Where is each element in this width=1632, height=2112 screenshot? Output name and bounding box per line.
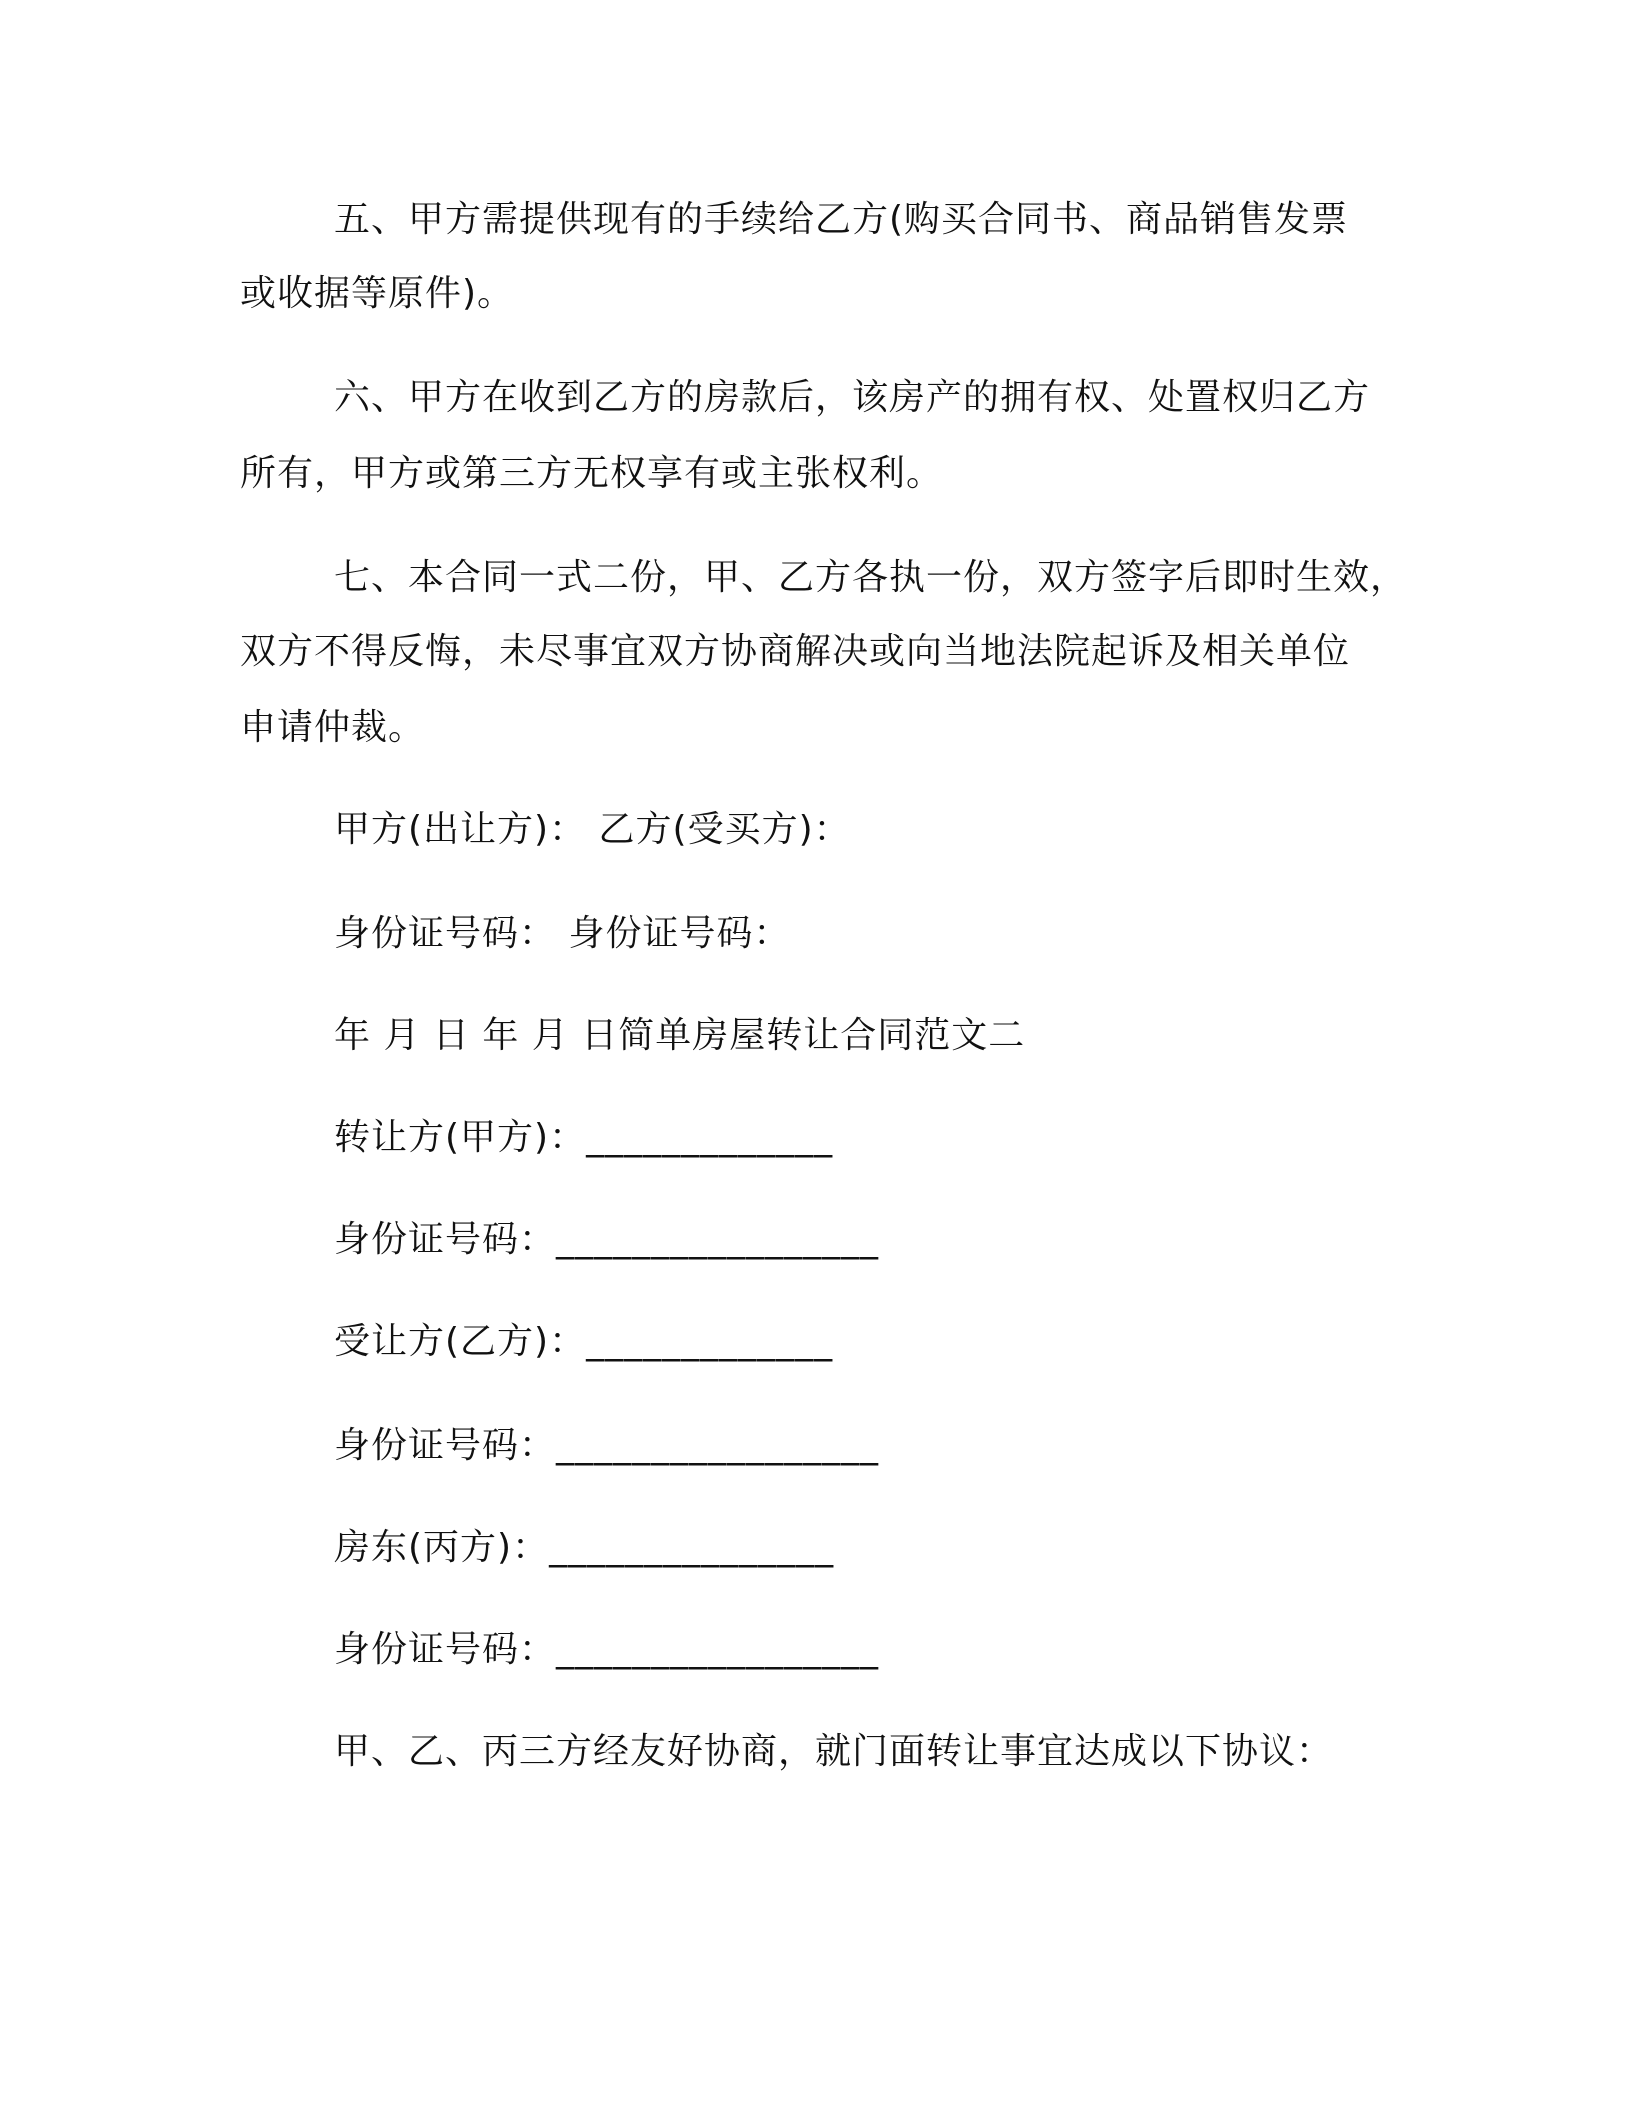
signature-parties-line: 甲方(出让方)： 乙方(受买方)： (334, 809, 851, 850)
transferor-id-blank: _________________ (556, 1219, 880, 1260)
transferor-blank: _____________ (586, 1117, 834, 1158)
transferee-blank: _____________ (586, 1321, 834, 1362)
landlord-blank: _______________ (549, 1527, 835, 1568)
clause-6-line-2: 所有，甲方或第三方无权享有或主张权利。 (240, 453, 944, 494)
transferee-label: 受让方(乙方)： (334, 1321, 587, 1362)
clause-6-line-1: 六、甲方在收到乙方的房款后，该房产的拥有权、处置权归乙方 (334, 377, 1371, 418)
transferee-field (334, 1318, 833, 1366)
landlord-id-blank: _________________ (556, 1629, 880, 1670)
agreement-intro: 甲、乙、丙三方经友好协商，就门面转让事宜达成以下协议： (334, 1731, 1334, 1772)
clause-7-line-3: 申请仲裁。 (240, 707, 426, 748)
clause-5-line-1: 五、甲方需提供现有的手续给乙方(购买合同书、商品销售发票 (334, 199, 1349, 240)
signature-id-numbers-line: 身份证号码： 身份证号码： (334, 913, 791, 954)
landlord-field (334, 1524, 834, 1572)
transferee-id-label: 身份证号码： (334, 1425, 557, 1466)
clause-7-line-1: 七、本合同一式二份，甲、乙方各执一份，双方签字后即时生效， (334, 557, 1408, 598)
transferor-id-label: 身份证号码： (334, 1219, 557, 1260)
clause-5-line-2: 或收据等原件)。 (240, 273, 515, 314)
transferee-id-field (334, 1422, 879, 1470)
clause-7-line-2: 双方不得反悔，未尽事宜双方协商解决或向当地法院起诉及相关单位 (240, 631, 1351, 672)
landlord-id-field (334, 1626, 879, 1674)
date-and-title-line: 年 月 日 年 月 日简单房屋转让合同范文二 (334, 1015, 1026, 1056)
transferor-field (334, 1114, 833, 1162)
landlord-label: 房东(丙方)： (334, 1527, 550, 1568)
transferor-label: 转让方(甲方)： (334, 1117, 587, 1158)
transferor-id-field (334, 1216, 879, 1264)
landlord-id-label: 身份证号码： (334, 1629, 557, 1670)
transferee-id-blank: _________________ (556, 1425, 880, 1466)
